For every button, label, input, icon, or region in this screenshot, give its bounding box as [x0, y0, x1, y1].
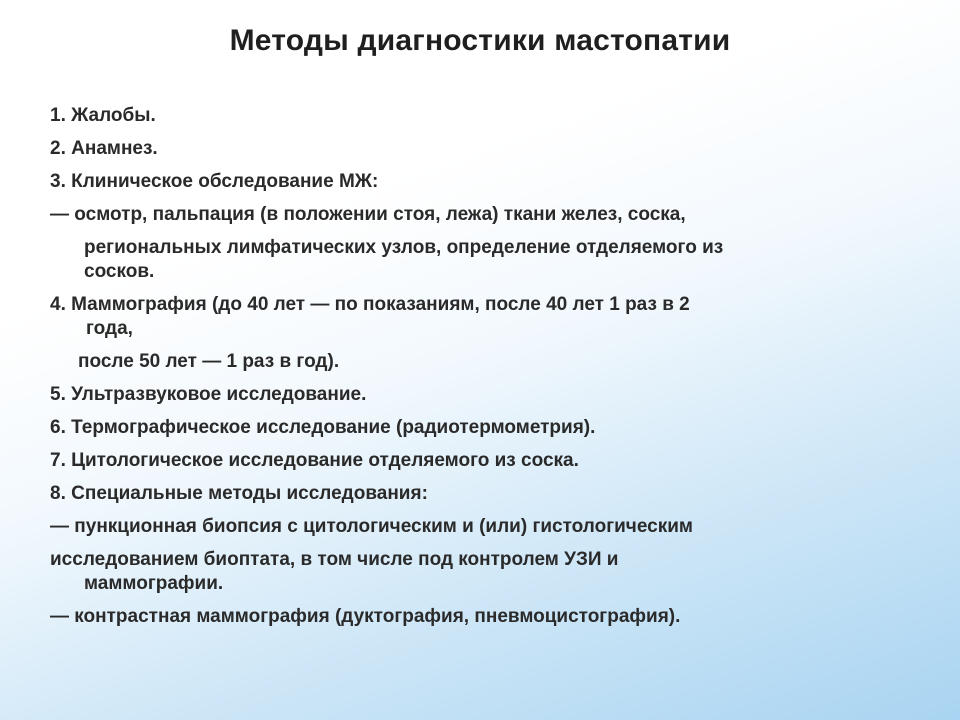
list-item-mammography-cont2: после 50 лет — 1 раз в год). [78, 351, 340, 372]
list-subitem-biopsy-cont1: исследованием биоптата, в том числе под контролем УЗИ и [50, 549, 619, 570]
list-item-anamnesis: 2. Анамнез. [50, 138, 158, 159]
list-subitem-inspection-cont1: региональных лимфатических узлов, определение отделяемого из [84, 237, 724, 258]
slide-title: Методы диагностики мастопатии [229, 24, 731, 57]
list-subitem-contrast-mammography: — контрастная маммография (дуктография, пневмоцистография). [50, 606, 681, 627]
slide-content [50, 104, 910, 638]
list-item-cytology: 7. Цитологическое исследование отделяемого из соска. [50, 450, 579, 471]
list-item-special-methods: 8. Специальные методы исследования: [50, 483, 428, 504]
list-item-clinical-exam: 3. Клиническое обследование МЖ: [50, 171, 379, 192]
list-item-mammography-cont1: года, [86, 318, 133, 339]
list-subitem-inspection: — осмотр, пальпация (в положении стоя, лежа) ткани желез, соска, [50, 204, 686, 225]
list-subitem-inspection-cont2: сосков. [84, 261, 155, 282]
list-subitem-biopsy-cont2: маммографии. [84, 573, 224, 594]
list-item-ultrasound: 5. Ультразвуковое исследование. [50, 384, 367, 405]
list-item-mammography: 4. Маммография (до 40 лет — по показаниям, после 40 лет 1 раз в 2 [50, 294, 690, 315]
list-subitem-biopsy: — пункционная биопсия с цитологическим и (или) гистологическим [50, 516, 693, 537]
list-item-thermography: 6. Термографическое исследование (радиотермометрия). [50, 417, 596, 438]
list-item-complaints: 1. Жалобы. [50, 105, 156, 126]
